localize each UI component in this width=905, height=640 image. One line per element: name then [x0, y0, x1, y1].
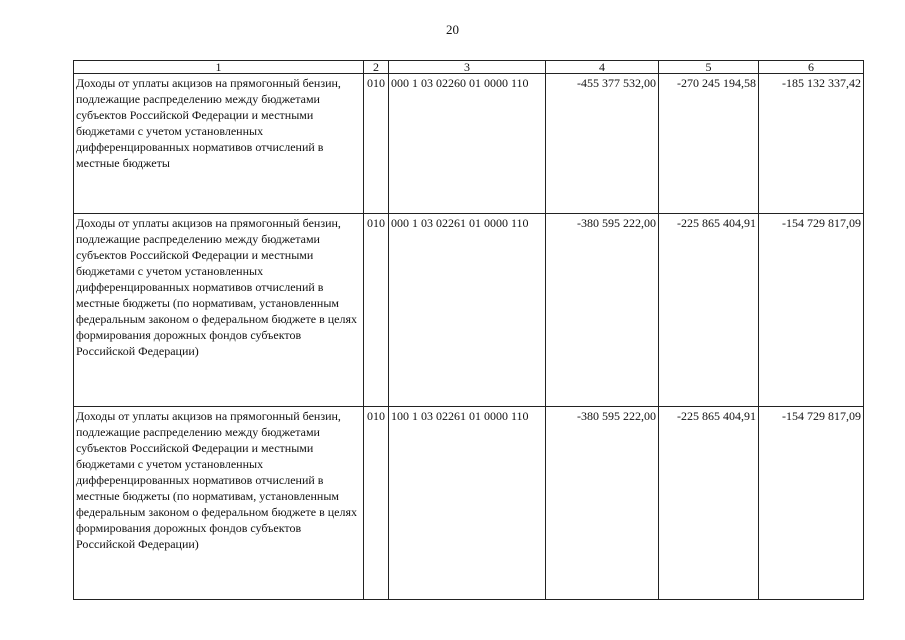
income-description: Доходы от уплаты акцизов на прямогонный бензин, подлежащие распределению между бюджетами субъектов Российской Федерации и местными бюджетами с учетом установленных дифференцированных нормативов отчислений в местные бюджеты — [74, 74, 364, 214]
page-number: 20 — [446, 22, 459, 37]
budget-classification-code: 100 1 03 02261 01 0000 110 — [389, 407, 546, 600]
budget-classification-code: 000 1 03 02261 01 0000 110 — [389, 214, 546, 407]
amount-col5: -225 865 404,91 — [659, 407, 759, 600]
budget-classification-code: 000 1 03 02260 01 0000 110 — [389, 74, 546, 214]
amount-col4: -380 595 222,00 — [546, 214, 659, 407]
income-description: Доходы от уплаты акцизов на прямогонный бензин, подлежащие распределению между бюджетами субъектов Российской Федерации и местными бюджетами с учетом установленных дифференцированных нормативов отчислений в местные бюджеты (по нормативам, установленным федеральным законом о федеральном бюджете в целях формирования дорожных фондов субъектов Российской Федерации) — [74, 407, 364, 600]
amount-col6: -154 729 817,09 — [759, 407, 864, 600]
admin-code: 010 — [364, 214, 389, 407]
table-row — [74, 74, 864, 214]
column-header: 4 — [546, 61, 659, 74]
column-header: 3 — [389, 61, 546, 74]
amount-col4: -380 595 222,00 — [546, 407, 659, 600]
column-header: 6 — [759, 61, 864, 74]
amount-col5: -225 865 404,91 — [659, 214, 759, 407]
amount-col6: -185 132 337,42 — [759, 74, 864, 214]
table-row — [74, 407, 864, 600]
column-header: 2 — [364, 61, 389, 74]
amount-col4: -455 377 532,00 — [546, 74, 659, 214]
budget-table — [73, 60, 864, 600]
income-description: Доходы от уплаты акцизов на прямогонный бензин, подлежащие распределению между бюджетами субъектов Российской Федерации и местными бюджетами с учетом установленных дифференцированных нормативов отчислений в местные бюджеты (по нормативам, установленным федеральным законом о федеральном бюджете в целях формирования дорожных фондов субъектов Российской Федерации) — [74, 214, 364, 407]
amount-col5: -270 245 194,58 — [659, 74, 759, 214]
table-header-row — [74, 61, 864, 74]
admin-code: 010 — [364, 74, 389, 214]
column-header: 5 — [659, 61, 759, 74]
admin-code: 010 — [364, 407, 389, 600]
column-header: 1 — [74, 61, 364, 74]
table-row — [74, 214, 864, 407]
amount-col6: -154 729 817,09 — [759, 214, 864, 407]
